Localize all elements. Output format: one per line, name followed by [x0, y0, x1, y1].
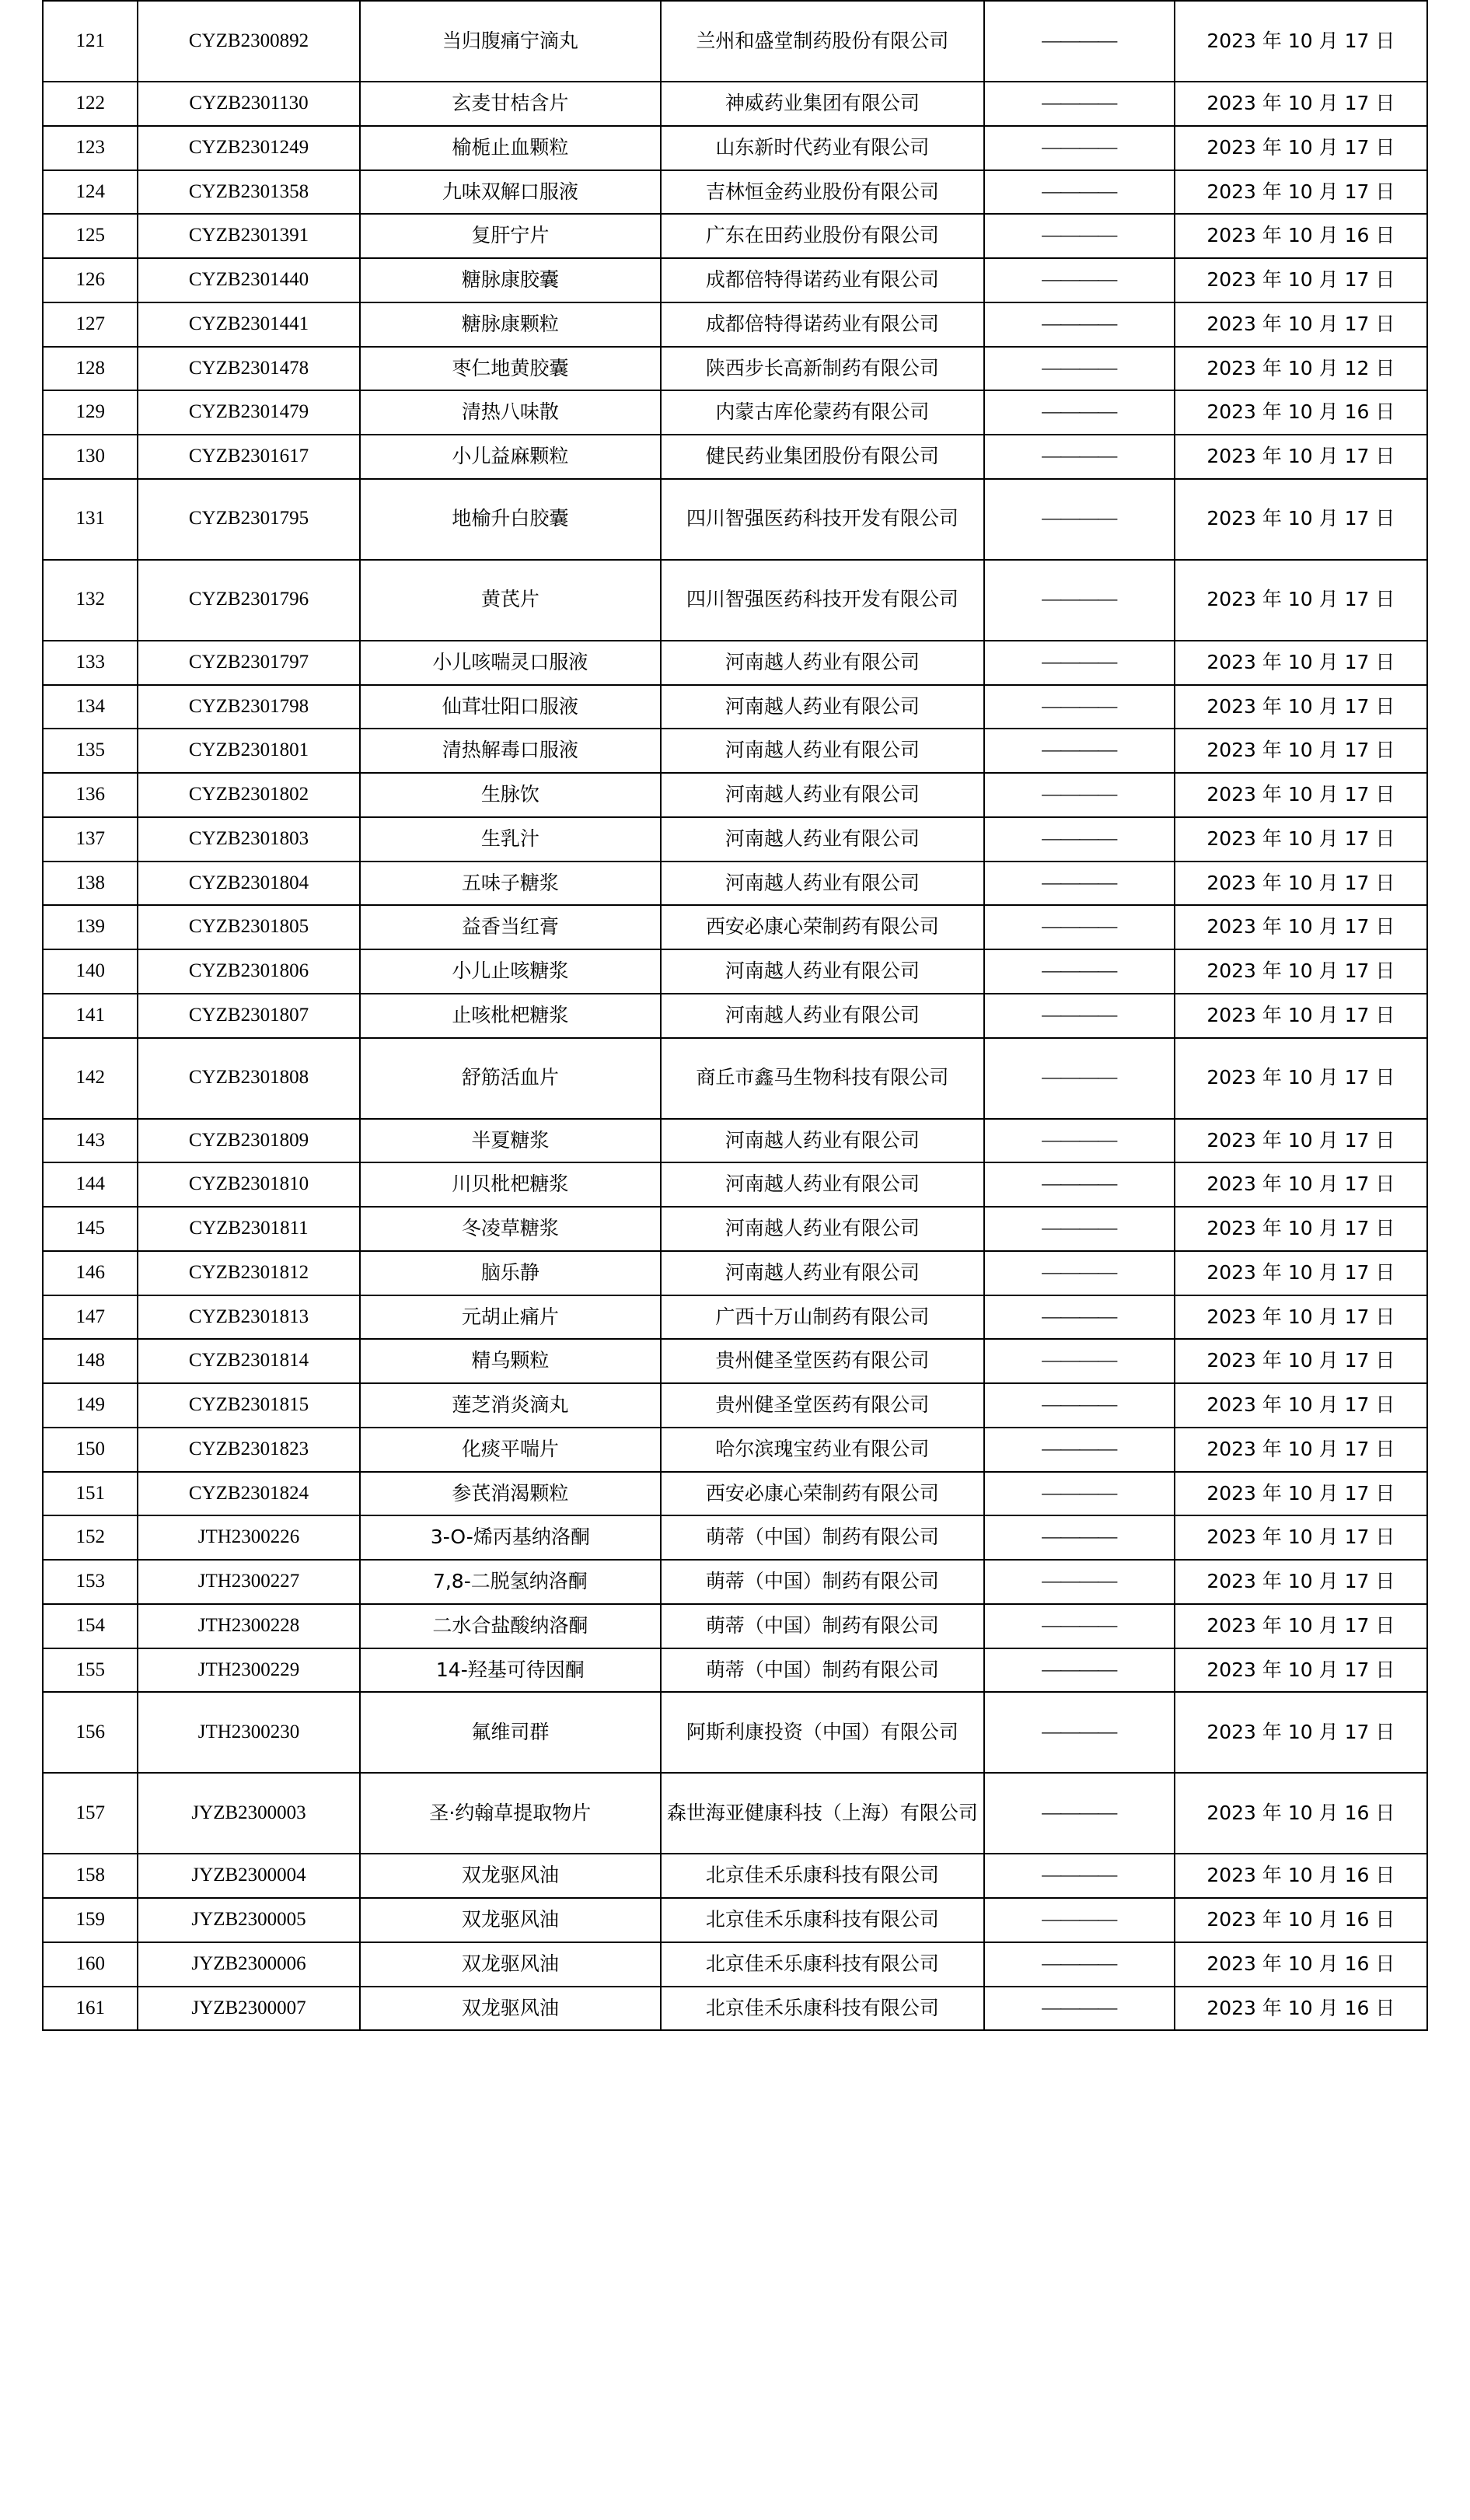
- cell-registration-code: CYZB2301815: [138, 1383, 359, 1428]
- cell-drug-name: 双龙驱风油: [360, 1987, 662, 2031]
- cell-placeholder-dash: ————: [984, 1162, 1175, 1207]
- cell-approval-date: 2023 年 10 月 17 日: [1175, 994, 1427, 1038]
- cell-company-name: 河南越人药业有限公司: [661, 641, 984, 685]
- table-row: [43, 1515, 1427, 1560]
- cell-placeholder-dash: ————: [984, 214, 1175, 258]
- cell-drug-name: 清热解毒口服液: [360, 729, 662, 773]
- cell-serial-number: 145: [43, 1207, 138, 1251]
- cell-approval-date: 2023 年 10 月 17 日: [1175, 1119, 1427, 1163]
- cell-placeholder-dash: ————: [984, 729, 1175, 773]
- cell-drug-name: 元胡止痛片: [360, 1295, 662, 1340]
- table-row: [43, 817, 1427, 862]
- cell-placeholder-dash: ————: [984, 1648, 1175, 1693]
- cell-placeholder-dash: ————: [984, 817, 1175, 862]
- table-row: [43, 1987, 1427, 2031]
- cell-drug-name: 仙茸壮阳口服液: [360, 685, 662, 729]
- cell-company-name: 河南越人药业有限公司: [661, 994, 984, 1038]
- cell-company-name: 广东在田药业股份有限公司: [661, 214, 984, 258]
- cell-approval-date: 2023 年 10 月 17 日: [1175, 126, 1427, 170]
- cell-registration-code: JTH2300229: [138, 1648, 359, 1693]
- cell-registration-code: CYZB2301617: [138, 435, 359, 479]
- cell-drug-name: 7,8-二脱氢纳洛酮: [360, 1560, 662, 1604]
- cell-serial-number: 158: [43, 1854, 138, 1898]
- cell-serial-number: 143: [43, 1119, 138, 1163]
- table-row: [43, 949, 1427, 994]
- cell-registration-code: JYZB2300003: [138, 1773, 359, 1854]
- cell-serial-number: 147: [43, 1295, 138, 1340]
- cell-drug-name: 参芪消渴颗粒: [360, 1472, 662, 1516]
- cell-approval-date: 2023 年 10 月 17 日: [1175, 1162, 1427, 1207]
- cell-drug-name: 双龙驱风油: [360, 1942, 662, 1987]
- cell-approval-date: 2023 年 10 月 17 日: [1175, 1428, 1427, 1472]
- table-row: [43, 170, 1427, 215]
- cell-approval-date: 2023 年 10 月 17 日: [1175, 1604, 1427, 1648]
- cell-approval-date: 2023 年 10 月 17 日: [1175, 862, 1427, 906]
- cell-placeholder-dash: ————: [984, 1472, 1175, 1516]
- cell-registration-code: CYZB2301824: [138, 1472, 359, 1516]
- cell-company-name: 河南越人药业有限公司: [661, 949, 984, 994]
- table-row: [43, 1648, 1427, 1693]
- cell-registration-code: CYZB2301808: [138, 1038, 359, 1119]
- cell-approval-date: 2023 年 10 月 17 日: [1175, 1472, 1427, 1516]
- cell-drug-name: 止咳枇杷糖浆: [360, 994, 662, 1038]
- table-row: [43, 126, 1427, 170]
- table-row: [43, 905, 1427, 949]
- table-row: [43, 685, 1427, 729]
- cell-drug-name: 冬凌草糖浆: [360, 1207, 662, 1251]
- cell-company-name: 哈尔滨瑰宝药业有限公司: [661, 1428, 984, 1472]
- cell-drug-name: 化痰平喘片: [360, 1428, 662, 1472]
- cell-company-name: 陕西步长高新制药有限公司: [661, 347, 984, 391]
- cell-placeholder-dash: ————: [984, 347, 1175, 391]
- cell-placeholder-dash: ————: [984, 685, 1175, 729]
- table-row: [43, 1295, 1427, 1340]
- cell-drug-name: 精乌颗粒: [360, 1339, 662, 1383]
- cell-drug-name: 地榆升白胶囊: [360, 479, 662, 560]
- cell-placeholder-dash: ————: [984, 126, 1175, 170]
- cell-registration-code: CYZB2301440: [138, 258, 359, 302]
- cell-registration-code: CYZB2301805: [138, 905, 359, 949]
- table-row: [43, 435, 1427, 479]
- cell-serial-number: 156: [43, 1692, 138, 1773]
- table-row: [43, 1162, 1427, 1207]
- cell-placeholder-dash: ————: [984, 1383, 1175, 1428]
- cell-drug-name: 榆栀止血颗粒: [360, 126, 662, 170]
- cell-serial-number: 160: [43, 1942, 138, 1987]
- cell-approval-date: 2023 年 10 月 16 日: [1175, 214, 1427, 258]
- cell-approval-date: 2023 年 10 月 17 日: [1175, 1251, 1427, 1295]
- cell-company-name: 商丘市鑫马生物科技有限公司: [661, 1038, 984, 1119]
- cell-approval-date: 2023 年 10 月 17 日: [1175, 170, 1427, 215]
- cell-company-name: 内蒙古库伦蒙药有限公司: [661, 390, 984, 435]
- cell-placeholder-dash: ————: [984, 641, 1175, 685]
- cell-placeholder-dash: ————: [984, 1942, 1175, 1987]
- table-row: [43, 729, 1427, 773]
- cell-approval-date: 2023 年 10 月 17 日: [1175, 1515, 1427, 1560]
- cell-approval-date: 2023 年 10 月 17 日: [1175, 479, 1427, 560]
- cell-company-name: 北京佳禾乐康科技有限公司: [661, 1898, 984, 1942]
- cell-serial-number: 126: [43, 258, 138, 302]
- cell-serial-number: 157: [43, 1773, 138, 1854]
- table-row: [43, 1428, 1427, 1472]
- cell-approval-date: 2023 年 10 月 17 日: [1175, 1648, 1427, 1693]
- cell-company-name: 贵州健圣堂医药有限公司: [661, 1339, 984, 1383]
- cell-serial-number: 130: [43, 435, 138, 479]
- cell-placeholder-dash: ————: [984, 1515, 1175, 1560]
- cell-registration-code: JTH2300227: [138, 1560, 359, 1604]
- cell-company-name: 山东新时代药业有限公司: [661, 126, 984, 170]
- cell-approval-date: 2023 年 10 月 17 日: [1175, 1, 1427, 82]
- cell-registration-code: JYZB2300006: [138, 1942, 359, 1987]
- cell-placeholder-dash: ————: [984, 1428, 1175, 1472]
- cell-drug-name: 清热八味散: [360, 390, 662, 435]
- cell-approval-date: 2023 年 10 月 17 日: [1175, 685, 1427, 729]
- cell-drug-name: 糖脉康胶囊: [360, 258, 662, 302]
- cell-approval-date: 2023 年 10 月 17 日: [1175, 302, 1427, 347]
- cell-company-name: 成都倍特得诺药业有限公司: [661, 302, 984, 347]
- cell-drug-name: 生脉饮: [360, 773, 662, 817]
- cell-drug-name: 玄麦甘桔含片: [360, 82, 662, 126]
- table-row: [43, 994, 1427, 1038]
- cell-serial-number: 144: [43, 1162, 138, 1207]
- cell-drug-name: 生乳汁: [360, 817, 662, 862]
- cell-company-name: 兰州和盛堂制药股份有限公司: [661, 1, 984, 82]
- cell-drug-name: 莲芝消炎滴丸: [360, 1383, 662, 1428]
- table-row: [43, 1604, 1427, 1648]
- cell-placeholder-dash: ————: [984, 302, 1175, 347]
- cell-registration-code: CYZB2301814: [138, 1339, 359, 1383]
- cell-registration-code: JTH2300230: [138, 1692, 359, 1773]
- cell-registration-code: CYZB2301813: [138, 1295, 359, 1340]
- cell-placeholder-dash: ————: [984, 1898, 1175, 1942]
- cell-placeholder-dash: ————: [984, 1, 1175, 82]
- cell-registration-code: CYZB2301811: [138, 1207, 359, 1251]
- cell-serial-number: 146: [43, 1251, 138, 1295]
- cell-registration-code: CYZB2300892: [138, 1, 359, 82]
- table-row: [43, 1692, 1427, 1773]
- cell-company-name: 河南越人药业有限公司: [661, 685, 984, 729]
- cell-serial-number: 154: [43, 1604, 138, 1648]
- cell-serial-number: 134: [43, 685, 138, 729]
- table-row: [43, 773, 1427, 817]
- cell-company-name: 阿斯利康投资（中国）有限公司: [661, 1692, 984, 1773]
- cell-registration-code: CYZB2301823: [138, 1428, 359, 1472]
- cell-serial-number: 149: [43, 1383, 138, 1428]
- cell-drug-name: 双龙驱风油: [360, 1898, 662, 1942]
- cell-registration-code: CYZB2301803: [138, 817, 359, 862]
- table-row: [43, 82, 1427, 126]
- cell-serial-number: 123: [43, 126, 138, 170]
- table-row: [43, 347, 1427, 391]
- cell-placeholder-dash: ————: [984, 862, 1175, 906]
- cell-placeholder-dash: ————: [984, 258, 1175, 302]
- cell-approval-date: 2023 年 10 月 16 日: [1175, 1898, 1427, 1942]
- cell-drug-name: 脑乐静: [360, 1251, 662, 1295]
- cell-placeholder-dash: ————: [984, 1604, 1175, 1648]
- cell-company-name: 河南越人药业有限公司: [661, 1251, 984, 1295]
- cell-placeholder-dash: ————: [984, 1560, 1175, 1604]
- cell-placeholder-dash: ————: [984, 1692, 1175, 1773]
- cell-placeholder-dash: ————: [984, 560, 1175, 641]
- cell-serial-number: 121: [43, 1, 138, 82]
- cell-drug-name: 益香当红膏: [360, 905, 662, 949]
- cell-serial-number: 142: [43, 1038, 138, 1119]
- cell-serial-number: 150: [43, 1428, 138, 1472]
- cell-drug-name: 氟维司群: [360, 1692, 662, 1773]
- cell-serial-number: 137: [43, 817, 138, 862]
- cell-registration-code: JYZB2300005: [138, 1898, 359, 1942]
- cell-approval-date: 2023 年 10 月 16 日: [1175, 1942, 1427, 1987]
- cell-approval-date: 2023 年 10 月 16 日: [1175, 1773, 1427, 1854]
- cell-drug-name: 黄芪片: [360, 560, 662, 641]
- cell-approval-date: 2023 年 10 月 17 日: [1175, 1560, 1427, 1604]
- cell-registration-code: CYZB2301798: [138, 685, 359, 729]
- cell-drug-name: 小儿咳喘灵口服液: [360, 641, 662, 685]
- cell-drug-name: 当归腹痛宁滴丸: [360, 1, 662, 82]
- cell-company-name: 萌蒂（中国）制药有限公司: [661, 1648, 984, 1693]
- cell-company-name: 四川智强医药科技开发有限公司: [661, 560, 984, 641]
- cell-serial-number: 136: [43, 773, 138, 817]
- table-row: [43, 1, 1427, 82]
- cell-registration-code: JTH2300226: [138, 1515, 359, 1560]
- cell-placeholder-dash: ————: [984, 773, 1175, 817]
- cell-serial-number: 152: [43, 1515, 138, 1560]
- table-row: [43, 1942, 1427, 1987]
- cell-approval-date: 2023 年 10 月 17 日: [1175, 1383, 1427, 1428]
- cell-approval-date: 2023 年 10 月 16 日: [1175, 390, 1427, 435]
- drug-registration-table: [42, 0, 1428, 2031]
- cell-registration-code: CYZB2301802: [138, 773, 359, 817]
- table-row: [43, 258, 1427, 302]
- cell-registration-code: CYZB2301807: [138, 994, 359, 1038]
- cell-drug-name: 14-羟基可待因酮: [360, 1648, 662, 1693]
- table-row: [43, 1854, 1427, 1898]
- cell-registration-code: CYZB2301358: [138, 170, 359, 215]
- cell-company-name: 北京佳禾乐康科技有限公司: [661, 1987, 984, 2031]
- cell-approval-date: 2023 年 10 月 17 日: [1175, 729, 1427, 773]
- cell-serial-number: 159: [43, 1898, 138, 1942]
- cell-placeholder-dash: ————: [984, 1339, 1175, 1383]
- table-row: [43, 479, 1427, 560]
- cell-drug-name: 二水合盐酸纳洛酮: [360, 1604, 662, 1648]
- cell-placeholder-dash: ————: [984, 82, 1175, 126]
- cell-registration-code: CYZB2301810: [138, 1162, 359, 1207]
- cell-drug-name: 糖脉康颗粒: [360, 302, 662, 347]
- cell-placeholder-dash: ————: [984, 435, 1175, 479]
- cell-company-name: 四川智强医药科技开发有限公司: [661, 479, 984, 560]
- cell-registration-code: CYZB2301441: [138, 302, 359, 347]
- cell-approval-date: 2023 年 10 月 17 日: [1175, 258, 1427, 302]
- table-row: [43, 214, 1427, 258]
- cell-placeholder-dash: ————: [984, 479, 1175, 560]
- cell-company-name: 河南越人药业有限公司: [661, 862, 984, 906]
- cell-registration-code: CYZB2301130: [138, 82, 359, 126]
- table-body: [43, 1, 1427, 2030]
- cell-approval-date: 2023 年 10 月 17 日: [1175, 817, 1427, 862]
- cell-serial-number: 151: [43, 1472, 138, 1516]
- cell-registration-code: JTH2300228: [138, 1604, 359, 1648]
- cell-registration-code: CYZB2301249: [138, 126, 359, 170]
- cell-approval-date: 2023 年 10 月 17 日: [1175, 1339, 1427, 1383]
- cell-company-name: 森世海亚健康科技（上海）有限公司: [661, 1773, 984, 1854]
- cell-company-name: 健民药业集团股份有限公司: [661, 435, 984, 479]
- table-row: [43, 862, 1427, 906]
- cell-company-name: 吉林恒金药业股份有限公司: [661, 170, 984, 215]
- cell-company-name: 萌蒂（中国）制药有限公司: [661, 1515, 984, 1560]
- cell-placeholder-dash: ————: [984, 1119, 1175, 1163]
- cell-registration-code: CYZB2301812: [138, 1251, 359, 1295]
- cell-company-name: 神威药业集团有限公司: [661, 82, 984, 126]
- table-row: [43, 1038, 1427, 1119]
- table-row: [43, 1119, 1427, 1163]
- cell-registration-code: CYZB2301806: [138, 949, 359, 994]
- table-row: [43, 302, 1427, 347]
- cell-serial-number: 125: [43, 214, 138, 258]
- cell-registration-code: CYZB2301391: [138, 214, 359, 258]
- cell-serial-number: 153: [43, 1560, 138, 1604]
- cell-placeholder-dash: ————: [984, 1207, 1175, 1251]
- cell-serial-number: 127: [43, 302, 138, 347]
- cell-drug-name: 川贝枇杷糖浆: [360, 1162, 662, 1207]
- cell-placeholder-dash: ————: [984, 1987, 1175, 2031]
- cell-approval-date: 2023 年 10 月 17 日: [1175, 1295, 1427, 1340]
- cell-registration-code: CYZB2301797: [138, 641, 359, 685]
- cell-approval-date: 2023 年 10 月 17 日: [1175, 1038, 1427, 1119]
- cell-placeholder-dash: ————: [984, 1251, 1175, 1295]
- cell-company-name: 西安必康心荣制药有限公司: [661, 905, 984, 949]
- cell-serial-number: 129: [43, 390, 138, 435]
- cell-approval-date: 2023 年 10 月 17 日: [1175, 1207, 1427, 1251]
- cell-company-name: 成都倍特得诺药业有限公司: [661, 258, 984, 302]
- cell-approval-date: 2023 年 10 月 17 日: [1175, 641, 1427, 685]
- cell-serial-number: 122: [43, 82, 138, 126]
- cell-registration-code: JYZB2300007: [138, 1987, 359, 2031]
- cell-approval-date: 2023 年 10 月 17 日: [1175, 435, 1427, 479]
- cell-serial-number: 140: [43, 949, 138, 994]
- cell-placeholder-dash: ————: [984, 390, 1175, 435]
- cell-company-name: 河南越人药业有限公司: [661, 1162, 984, 1207]
- cell-serial-number: 133: [43, 641, 138, 685]
- cell-serial-number: 128: [43, 347, 138, 391]
- cell-approval-date: 2023 年 10 月 17 日: [1175, 905, 1427, 949]
- cell-approval-date: 2023 年 10 月 17 日: [1175, 773, 1427, 817]
- cell-serial-number: 124: [43, 170, 138, 215]
- table-row: [43, 1251, 1427, 1295]
- cell-serial-number: 139: [43, 905, 138, 949]
- cell-serial-number: 132: [43, 560, 138, 641]
- cell-registration-code: CYZB2301478: [138, 347, 359, 391]
- cell-drug-name: 双龙驱风油: [360, 1854, 662, 1898]
- cell-approval-date: 2023 年 10 月 16 日: [1175, 1854, 1427, 1898]
- cell-company-name: 河南越人药业有限公司: [661, 1119, 984, 1163]
- cell-placeholder-dash: ————: [984, 905, 1175, 949]
- table-row: [43, 1339, 1427, 1383]
- table-row: [43, 1207, 1427, 1251]
- cell-drug-name: 小儿止咳糖浆: [360, 949, 662, 994]
- cell-drug-name: 复肝宁片: [360, 214, 662, 258]
- cell-serial-number: 131: [43, 479, 138, 560]
- cell-company-name: 萌蒂（中国）制药有限公司: [661, 1560, 984, 1604]
- table-row: [43, 560, 1427, 641]
- cell-drug-name: 3-O-烯丙基纳洛酮: [360, 1515, 662, 1560]
- cell-serial-number: 135: [43, 729, 138, 773]
- cell-approval-date: 2023 年 10 月 17 日: [1175, 949, 1427, 994]
- cell-company-name: 河南越人药业有限公司: [661, 1207, 984, 1251]
- cell-registration-code: CYZB2301804: [138, 862, 359, 906]
- cell-company-name: 河南越人药业有限公司: [661, 729, 984, 773]
- cell-drug-name: 枣仁地黄胶囊: [360, 347, 662, 391]
- table-row: [43, 641, 1427, 685]
- cell-approval-date: 2023 年 10 月 12 日: [1175, 347, 1427, 391]
- cell-placeholder-dash: ————: [984, 1295, 1175, 1340]
- cell-serial-number: 161: [43, 1987, 138, 2031]
- cell-company-name: 贵州健圣堂医药有限公司: [661, 1383, 984, 1428]
- cell-approval-date: 2023 年 10 月 17 日: [1175, 1692, 1427, 1773]
- table-row: [43, 1773, 1427, 1854]
- table-row: [43, 390, 1427, 435]
- cell-company-name: 萌蒂（中国）制药有限公司: [661, 1604, 984, 1648]
- cell-approval-date: 2023 年 10 月 17 日: [1175, 560, 1427, 641]
- table-row: [43, 1560, 1427, 1604]
- cell-drug-name: 五味子糖浆: [360, 862, 662, 906]
- cell-serial-number: 138: [43, 862, 138, 906]
- cell-approval-date: 2023 年 10 月 17 日: [1175, 82, 1427, 126]
- cell-serial-number: 148: [43, 1339, 138, 1383]
- cell-placeholder-dash: ————: [984, 170, 1175, 215]
- cell-company-name: 河南越人药业有限公司: [661, 817, 984, 862]
- cell-approval-date: 2023 年 10 月 16 日: [1175, 1987, 1427, 2031]
- cell-company-name: 北京佳禾乐康科技有限公司: [661, 1854, 984, 1898]
- cell-registration-code: CYZB2301809: [138, 1119, 359, 1163]
- cell-registration-code: CYZB2301796: [138, 560, 359, 641]
- table-row: [43, 1472, 1427, 1516]
- cell-company-name: 广西十万山制药有限公司: [661, 1295, 984, 1340]
- cell-placeholder-dash: ————: [984, 1854, 1175, 1898]
- cell-serial-number: 141: [43, 994, 138, 1038]
- cell-registration-code: JYZB2300004: [138, 1854, 359, 1898]
- cell-registration-code: CYZB2301801: [138, 729, 359, 773]
- cell-placeholder-dash: ————: [984, 949, 1175, 994]
- cell-registration-code: CYZB2301795: [138, 479, 359, 560]
- cell-drug-name: 九味双解口服液: [360, 170, 662, 215]
- cell-serial-number: 155: [43, 1648, 138, 1693]
- cell-company-name: 北京佳禾乐康科技有限公司: [661, 1942, 984, 1987]
- table-row: [43, 1898, 1427, 1942]
- cell-placeholder-dash: ————: [984, 994, 1175, 1038]
- cell-company-name: 西安必康心荣制药有限公司: [661, 1472, 984, 1516]
- cell-drug-name: 半夏糖浆: [360, 1119, 662, 1163]
- cell-placeholder-dash: ————: [984, 1038, 1175, 1119]
- cell-drug-name: 圣·约翰草提取物片: [360, 1773, 662, 1854]
- cell-company-name: 河南越人药业有限公司: [661, 773, 984, 817]
- cell-drug-name: 舒筋活血片: [360, 1038, 662, 1119]
- table-row: [43, 1383, 1427, 1428]
- cell-drug-name: 小儿益麻颗粒: [360, 435, 662, 479]
- cell-registration-code: CYZB2301479: [138, 390, 359, 435]
- cell-placeholder-dash: ————: [984, 1773, 1175, 1854]
